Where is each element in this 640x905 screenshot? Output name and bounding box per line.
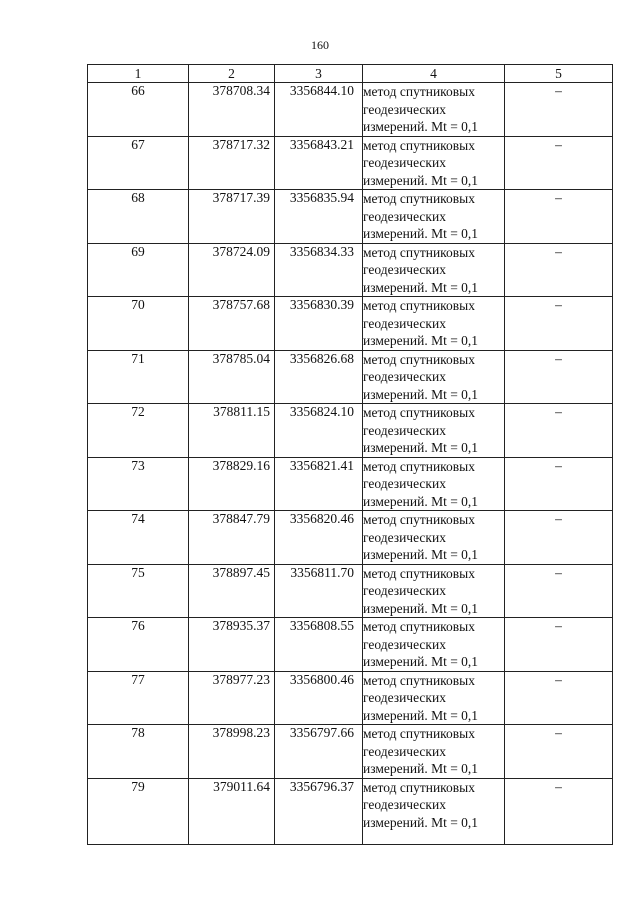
method-text-line: геодезических (363, 369, 446, 384)
table-body (88, 83, 613, 845)
note-cell: – (505, 564, 613, 618)
method-cell (363, 350, 505, 404)
coordinate-x-cell: 379011.64 (189, 778, 275, 844)
method-cell (363, 671, 505, 725)
method-text-line: метод спутниковых (363, 726, 475, 741)
method-text-line: геодезических (363, 422, 446, 438)
coordinate-y-cell: 3356834.33 (275, 243, 363, 297)
page-number: 160 (311, 38, 329, 52)
column-header-5: 5 (505, 65, 613, 83)
coordinates-table (87, 64, 613, 845)
note-cell: – (505, 457, 613, 511)
coordinate-y-cell: 3356800.46 (275, 671, 363, 725)
method-cell (363, 725, 505, 779)
method-text-line: метод спутниковых (363, 779, 475, 795)
method-text-line: измерений. Mt = 0,1 (363, 707, 479, 723)
table-row (88, 190, 613, 244)
coordinate-y-cell: 3356835.94 (275, 190, 363, 244)
method-text-line: метод спутниковых (363, 619, 475, 634)
header-row (88, 65, 613, 83)
method-text-line: измерений. Mt = 0,1 (363, 814, 479, 830)
column-header-4: 4 (363, 65, 505, 83)
point-number-cell: 77 (88, 671, 189, 725)
method-text-line: измерений. Mt = 0,1 (363, 172, 479, 188)
table-row (88, 618, 613, 672)
table-row (88, 243, 613, 297)
method-text-line: метод спутниковых (363, 405, 475, 420)
coordinate-x-cell: 378897.45 (189, 564, 275, 618)
method-text-line: измерений. Mt = 0,1 (363, 440, 479, 455)
point-number-cell: 69 (88, 243, 189, 297)
coordinate-x-cell: 378717.39 (189, 190, 275, 244)
column-header-2: 2 (189, 65, 275, 83)
point-number-cell: 78 (88, 725, 189, 779)
table-row (88, 350, 613, 404)
method-text-line: геодезических (363, 101, 446, 117)
method-cell (363, 136, 505, 190)
method-cell (363, 564, 505, 618)
method-text-line: геодезических (363, 476, 446, 491)
note-cell: – (505, 243, 613, 297)
note-cell: – (505, 725, 613, 779)
coordinate-y-cell: 3356844.10 (275, 83, 363, 137)
coordinate-x-cell: 378847.79 (189, 511, 275, 565)
method-text-line: метод спутниковых (363, 458, 475, 474)
method-text-line: метод спутниковых (363, 672, 475, 688)
table-row (88, 778, 613, 844)
method-text-line: метод спутниковых (363, 351, 475, 367)
method-text-line: измерений. Mt = 0,1 (363, 654, 479, 669)
method-cell (363, 778, 505, 844)
method-text-line: измерений. Mt = 0,1 (363, 119, 479, 134)
note-cell: – (505, 83, 613, 137)
method-text-line: метод спутниковых (363, 244, 475, 260)
column-header-1: 1 (88, 65, 189, 83)
note-cell: – (505, 511, 613, 565)
point-number-cell: 67 (88, 136, 189, 190)
point-number-cell: 79 (88, 778, 189, 844)
table-row (88, 725, 613, 779)
method-cell (363, 243, 505, 297)
method-text-line: метод спутниковых (363, 512, 475, 527)
table-row (88, 136, 613, 190)
coordinate-y-cell: 3356811.70 (275, 564, 363, 618)
method-text-line: геодезических (363, 797, 446, 812)
note-cell: – (505, 136, 613, 190)
method-cell (363, 618, 505, 672)
coordinate-y-cell: 3356820.46 (275, 511, 363, 565)
coordinate-y-cell: 3356797.66 (275, 725, 363, 779)
coordinate-x-cell: 378829.16 (189, 457, 275, 511)
table-row (88, 457, 613, 511)
coordinate-x-cell: 378785.04 (189, 350, 275, 404)
coordinate-y-cell: 3356826.68 (275, 350, 363, 404)
coordinate-x-cell: 378811.15 (189, 404, 275, 458)
point-number-cell: 66 (88, 83, 189, 137)
method-text-line: измерений. Mt = 0,1 (363, 386, 479, 402)
coordinate-x-cell: 378977.23 (189, 671, 275, 725)
coordinate-x-cell: 378717.32 (189, 136, 275, 190)
note-cell: – (505, 404, 613, 458)
note-cell: – (505, 350, 613, 404)
method-text-line: измерений. Mt = 0,1 (363, 493, 479, 509)
point-number-cell: 73 (88, 457, 189, 511)
method-text-line: геодезических (363, 315, 446, 331)
coordinate-y-cell: 3356796.37 (275, 778, 363, 844)
note-cell: – (505, 618, 613, 672)
note-cell: – (505, 778, 613, 844)
method-text-line: измерений. Mt = 0,1 (363, 761, 479, 776)
method-cell (363, 404, 505, 458)
method-cell (363, 511, 505, 565)
table-row (88, 671, 613, 725)
note-cell: – (505, 671, 613, 725)
method-text-line: геодезических (363, 529, 446, 545)
method-text-line: измерений. Mt = 0,1 (363, 547, 479, 562)
method-text-line: геодезических (363, 208, 446, 224)
coordinate-y-cell: 3356808.55 (275, 618, 363, 672)
coordinate-x-cell: 378998.23 (189, 725, 275, 779)
method-cell (363, 190, 505, 244)
method-text-line: метод спутниковых (363, 298, 475, 313)
method-text-line: метод спутниковых (363, 565, 475, 581)
method-text-line: измерений. Mt = 0,1 (363, 600, 479, 616)
coordinate-y-cell: 3356843.21 (275, 136, 363, 190)
table-row (88, 511, 613, 565)
point-number-cell: 70 (88, 297, 189, 351)
method-text-line: геодезических (363, 636, 446, 652)
point-number-cell: 68 (88, 190, 189, 244)
note-cell: – (505, 297, 613, 351)
method-text-line: метод спутниковых (363, 137, 475, 153)
method-text-line: измерений. Mt = 0,1 (363, 333, 479, 348)
coordinate-x-cell: 378757.68 (189, 297, 275, 351)
point-number-cell: 76 (88, 618, 189, 672)
table-row (88, 564, 613, 618)
note-cell: – (505, 190, 613, 244)
method-text-line: измерений. Mt = 0,1 (363, 279, 479, 295)
coordinate-x-cell: 378708.34 (189, 83, 275, 137)
method-text-line: метод спутниковых (363, 84, 475, 99)
table-row (88, 404, 613, 458)
point-number-cell: 71 (88, 350, 189, 404)
point-number-cell: 74 (88, 511, 189, 565)
method-text-line: метод спутниковых (363, 191, 475, 206)
method-cell (363, 457, 505, 511)
method-text-line: геодезических (363, 155, 446, 170)
column-header-3: 3 (275, 65, 363, 83)
method-cell (363, 83, 505, 137)
coordinate-y-cell: 3356830.39 (275, 297, 363, 351)
method-cell (363, 297, 505, 351)
coordinate-y-cell: 3356821.41 (275, 457, 363, 511)
method-text-line: геодезических (363, 690, 446, 705)
coordinate-x-cell: 378935.37 (189, 618, 275, 672)
method-text-line: геодезических (363, 262, 446, 277)
table-row (88, 83, 613, 137)
table-row (88, 297, 613, 351)
point-number-cell: 75 (88, 564, 189, 618)
coordinate-y-cell: 3356824.10 (275, 404, 363, 458)
point-number-cell: 72 (88, 404, 189, 458)
coordinate-x-cell: 378724.09 (189, 243, 275, 297)
method-text-line: геодезических (363, 583, 446, 598)
method-text-line: геодезических (363, 743, 446, 759)
method-text-line: измерений. Mt = 0,1 (363, 226, 479, 241)
